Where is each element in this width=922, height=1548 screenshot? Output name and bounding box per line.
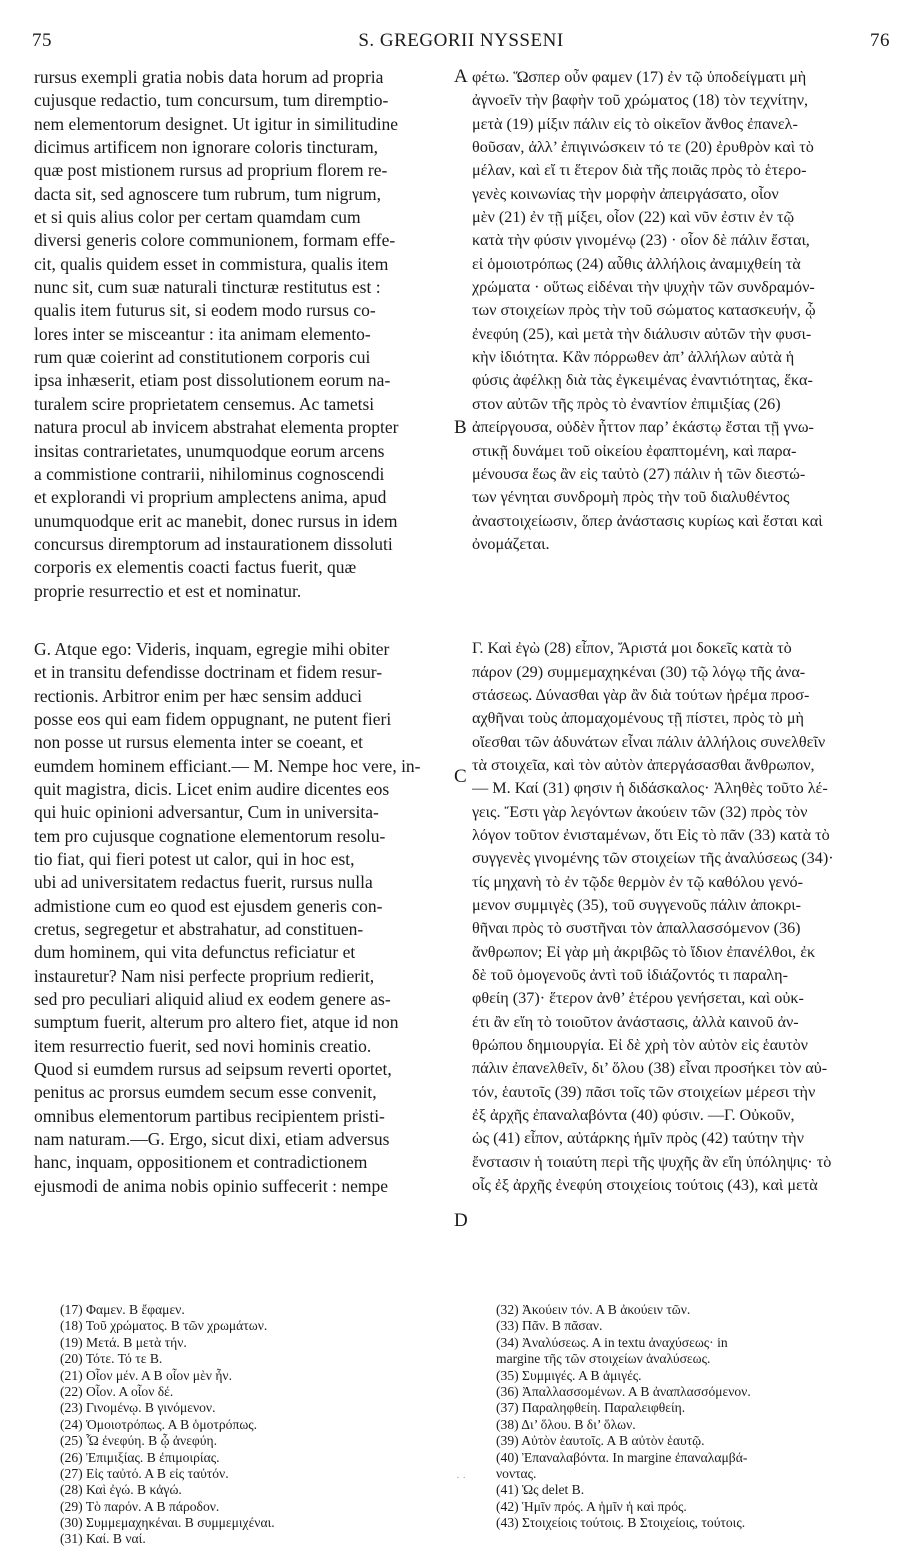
text-line: μέλαν, καὶ εἴ τι ἕτερον διὰ τῆς ποιᾶς πρὸς τὸ ἑτερο-	[472, 161, 807, 180]
text-line: rectionis. Arbitror enim per hæc sensim adduci	[34, 685, 363, 706]
text-line: corporis ex elementis coacti factus fuerit, quæ	[34, 557, 357, 578]
latin-paragraph-1	[34, 66, 454, 603]
footnote: (18) Τοῦ χρώματος. Β τῶν χρωμάτων.	[60, 1318, 268, 1334]
footnote: (21) Οἷον μέν. Α Β οἷον μὲν ἦν.	[60, 1367, 232, 1383]
text-line: qualis item futurus sit, si eodem modo rursus co-	[34, 300, 376, 321]
text-line: posse eos qui eam fidem oppugnant, ne putent fieri	[34, 708, 392, 729]
latin-column	[34, 66, 454, 1198]
text-line: turalem scire proprietatem censemus. Ac tametsi	[34, 393, 375, 414]
footnote: (32) Ἀκούειν τόν. Α Β ἀκούειν τῶν.	[496, 1302, 691, 1317]
text-line: φθείη (37)· ἕτερον ἀνθ’ ἑτέρου γενήσεται, καὶ οὐκ-	[472, 989, 804, 1008]
text-line: dicimus artificem non ignorare coloris tincturam,	[34, 137, 379, 158]
margin-marker-a: A	[454, 66, 468, 87]
text-line: sumptum fuerit, alterum pro altero fiet, atque id non	[34, 1012, 399, 1033]
text-line: rum quæ coierint ad constitutionem corporis cui	[34, 347, 371, 368]
footnote: (35) Συμμιγές. Α Β ἀμιγές.	[496, 1367, 642, 1383]
text-line: et in transitu defendisse doctrinam et fidem resur-	[34, 662, 383, 683]
page-number-left: 75	[32, 30, 52, 51]
footnote: (40) Ἐπαναλαβόντα. In margine ἐπαναλαμβά-	[496, 1449, 748, 1465]
text-line: ἄνθρωπον; Εἰ γὰρ μὴ ἀκριβῶς τὸ ἴδιον ἐπανέλθοι, ἐκ	[472, 942, 816, 961]
text-line: θῆναι πρὸς τὸ συστῆναι τὸν ἀπαλλασσόμενον (36)	[472, 919, 801, 938]
text-line: ubi ad universitatem redactus fuerit, rursus nulla	[34, 872, 373, 893]
text-line: G. Atque ego: Videris, inquam, egregie mihi obiter	[34, 638, 390, 659]
text-line: dum hominem, qui vita defunctus reficiatur et	[34, 942, 356, 963]
footnote: (22) Οἷον. Α οἷον δέ.	[60, 1383, 174, 1399]
margin-marker-d: D	[454, 1210, 468, 1231]
text-line: ἀγνοεῖν τὴν βαφὴν τοῦ χρώματος (18) τὸν τεχνίτην,	[472, 91, 809, 110]
greek-paragraph-1	[472, 66, 892, 556]
footnote: (33) Πᾶν. Β πᾶσαν.	[496, 1318, 603, 1334]
footnotes-left	[60, 1302, 450, 1548]
footnote: (25) Ὧ ἐνεφύη. Β ᾧ ἀνεφύη.	[60, 1433, 217, 1449]
text-line: insitas contrarietates, unumquodque eorum arcens	[34, 440, 385, 461]
text-line: non posse ut rursus elementa inter se coeant, et	[34, 732, 363, 753]
text-line: Γ. Καὶ ἐγὼ (28) εἶπον, Ἄριστά μοι δοκεῖς κατὰ τὸ	[472, 639, 792, 658]
text-line: item resurrectio fuerit, sed novi hominis creatio.	[34, 1035, 372, 1056]
text-line: nunc sit, cum suæ naturali tincturæ restitutus est :	[34, 277, 381, 298]
text-line: Quod si eumdem rursus ad seipsum reverti oportet,	[34, 1059, 392, 1080]
text-line: γενὲς κοινωνίας τὴν μορφὴν ἀπειργάσατο, οἷον	[472, 184, 779, 203]
text-line: natura procul ab invicem abstrahat elementa propter	[34, 417, 399, 438]
text-line: στάσεως. Δύνασθαι γὰρ ἂν διὰ τούτων ἠρέμα προσ-	[472, 685, 810, 704]
text-line: οἷς ἐξ ἀρχῆς ἐνεφύη στοιχείοις τούτοις (43), καὶ μετὰ	[472, 1176, 818, 1195]
footnote: νοντας.	[496, 1465, 537, 1481]
text-line: των γένηται συνδρομὴ πρὸς τὴν τοῦ διαλυθέντος	[472, 488, 790, 507]
text-line: ὡς (41) εἶπον, αὐτάρκης ἡμῖν πρὸς (42) ταύτην τὴν	[472, 1129, 804, 1148]
margin-marker-b: B	[454, 417, 467, 438]
text-line: hanc, inquam, oppositionem et contradictionem	[34, 1152, 368, 1173]
text-line: ἀναστοιχείωσιν, ὅπερ ἀνάστασις κυρίως καὶ ἔσται καὶ	[472, 511, 823, 530]
text-line: instauretur? Nam nisi perfecte proprium redierit,	[34, 965, 375, 986]
footnote: (38) Δι’ ὅλου. Β δι’ ὅλων.	[496, 1416, 636, 1432]
text-line: tem pro cujusque cognatione elementorum resolu-	[34, 825, 386, 846]
text-line: unumquodque erit ac manebit, donec rursus in idem	[34, 510, 398, 531]
footnote: (42) Ἡμῖν πρός. Α ἡμῖν ἡ καὶ πρός.	[496, 1498, 687, 1514]
text-line: concursus diremptorum ad instaurationem dissoluti	[34, 533, 393, 554]
page-footer-mark: · ·	[455, 1472, 467, 1484]
paragraph-gap	[34, 603, 454, 638]
text-line: στικῇ δυνάμει τοῦ οἰκείου ἐφαπτομένη, καὶ παρα-	[472, 441, 797, 460]
text-line: πάλιν ἐπανελθεῖν, δι’ ὅλου (38) εἶναι προσήκει τὸν αὐ-	[472, 1059, 828, 1078]
text-line: ἔνστασιν ἡ τοιαύτη περὶ τῆς ψυχῆς ἂν εἴη ὑπόληψις· τὸ	[472, 1152, 832, 1171]
text-line: χρώματα · οὕτως εἰδέναι τὴν ψυχὴν τῶν συνδραμόν-	[472, 278, 815, 297]
text-line: sed pro peculiari aliquid aliud ex eodem genere as-	[34, 989, 391, 1010]
footnote: (31) Καί. Β ναί.	[60, 1531, 146, 1547]
footnote: (23) Γινομένῳ. Β γινόμενον.	[60, 1400, 216, 1416]
text-line: τίς μηχανὴ τὸ ἐν τῷδε θερμὸν ἐν τῷ καθόλου γενό-	[472, 872, 804, 891]
text-line: ἐξ ἀρχῆς ἐπαναλαβόντα (40) φύσιν. —Γ. Οὐκοῦν,	[472, 1106, 795, 1125]
text-line: μένουσα ἕως ἂν εἰς ταὐτὸ (27) πάλιν ἡ τῶν διεστώ-	[472, 464, 806, 483]
text-line: ἀπείργουσα, οὐδὲν ἧττον παρ’ ἑκάστῳ ἔσται τῇ γνω-	[472, 418, 814, 437]
text-line: των στοιχείων πρὸς τὴν τοῦ σώματος κατασκευήν, ᾧ	[472, 301, 816, 320]
footnote: (20) Τότε. Τό τε Β.	[60, 1351, 163, 1367]
text-line: θοῦσαν, ἀλλ’ ἐπιγινώσκειν τό τε (20) ἐρυθρὸν καὶ τὸ	[472, 138, 814, 157]
paragraph-gap	[472, 556, 892, 637]
text-line: cujusque redactio, tum concursum, tum diremptio-	[34, 90, 389, 111]
text-line: nam naturam.—G. Ergo, sicut dixi, etiam adversus	[34, 1129, 390, 1150]
text-line: — Μ. Καί (31) φησιν ἡ διδάσκαλος· Ἀληθὲς τοῦτο λέ-	[472, 779, 828, 798]
footnote: (28) Καὶ ἐγώ. Β κἀγώ.	[60, 1482, 182, 1498]
latin-paragraph-2	[34, 638, 454, 1198]
text-line: et si quis alius color per certam quamdam cum	[34, 207, 361, 228]
text-line: ejusmodi de anima nobis opinio suffecerit : nempe	[34, 1175, 388, 1196]
text-line: penitus ac prorsus eumdem secum esse convenit,	[34, 1082, 377, 1103]
text-line: et explorandi vi proprium amplectens anima, apud	[34, 487, 387, 508]
text-line: μὲν (21) ἐν τῇ μίξει, οἷον (22) καὶ νῦν ἐστιν ἐν τῷ	[472, 208, 795, 227]
text-line: φέτω. Ὥσπερ οὖν φαμεν (17) ἐν τῷ ὑποδείγματι μὴ	[472, 68, 807, 86]
text-line: κατὰ τὴν φύσιν γινομένῳ (23) · οἷον δὲ πάλιν ἔσται,	[472, 231, 810, 250]
footnote: (27) Εἰς ταὐτό. Α Β εἰς ταὐτόν.	[60, 1465, 229, 1481]
text-line: lores inter se misceantur : ita animam elemento-	[34, 323, 371, 344]
text-line: a commistione contrarii, nihilominus cognoscendi	[34, 463, 385, 484]
text-line: δὲ τοῦ ὁμογενοῦς ἀντὶ τοῦ ἰδιάζοντός τι παραλη-	[472, 966, 788, 985]
text-line: στον αὐτῶν τῆς πρὸς τὸ ἐναντίον ἐπιμιξίας (26)	[472, 394, 781, 413]
text-line: quit magistra, dicis. Licet enim audire dicentes eos	[34, 778, 390, 799]
footnote: (37) Παραληφθείη. Παραλειφθείη.	[496, 1400, 686, 1416]
text-line: τὰ στοιχεῖα, καὶ τὸν αὐτὸν ἀπεργάσασθαι ἄνθρωπον,	[472, 755, 815, 774]
text-line: ἐνεφύη (25), καὶ μετὰ τὴν διάλυσιν αὐτῶν τὴν φυσι-	[472, 324, 812, 343]
text-line: εἰ ὁμοιοτρόπως (24) αὖθις ἀλλήλοις ἀναμιχθείη τὰ	[472, 254, 801, 273]
page-header	[32, 30, 890, 60]
text-line: θρώπου δημιουργία. Εἰ δὲ χρὴ τὸν αὐτὸν εἰς ἑαυτὸν	[472, 1036, 808, 1055]
text-line: eumdem hominem efficiant.— M. Nempe hoc vere, in-	[34, 755, 421, 776]
text-line: έτι ἂν εἴη τὸ τοιοῦτον ἀνάστασις, ἀλλὰ καινοῦ ἀν-	[472, 1012, 799, 1031]
text-line: omnibus elementorum partibus recipientem pristi-	[34, 1105, 385, 1126]
text-line: συγγενὲς γινομένης τῶν στοιχείων τῆς ἀναλύσεως (34)·	[472, 849, 834, 868]
margin-marker-c: C	[454, 766, 467, 787]
footnote: (39) Αὐτὸν ἑαυτοῖς. Α Β αὐτὸν ἑαυτῷ.	[496, 1433, 705, 1449]
footnote: (34) Ἀναλύσεως. Α in textu ἀναχύσεως· in	[496, 1334, 728, 1350]
text-line: rursus exempli gratia nobis data horum ad propria	[34, 67, 384, 87]
text-line: ipsa inhæserit, etiam post dissolutionem eorum na-	[34, 370, 391, 391]
page-number-right: 76	[870, 30, 890, 51]
footnote: (24) Ὁμοιοτρόπως. Α Β ὁμοτρόπως.	[60, 1416, 258, 1432]
text-line: nem elementorum designet. Ut igitur in similitudine	[34, 113, 399, 134]
text-line: γεις. Ἔστι γὰρ λεγόντων ἀκούειν τῶν (32) πρὸς τὸν	[472, 802, 808, 821]
text-line: cretus, segregetur et abstrahatur, ad constituen-	[34, 919, 364, 940]
text-line: cit, qualis quidem esset in commistura, qualis item	[34, 253, 389, 274]
text-line: proprie resurrectio et est et nominatur.	[34, 580, 302, 601]
text-line: μετὰ (19) μίξιν πάλιν εἰς τὸ οἰκεῖον ἄνθος ἐπανελ-	[472, 114, 798, 133]
footnote: (43) Στοιχείοις τούτοις. Β Στοιχείοις, τούτοις.	[496, 1515, 746, 1531]
text-line: admistione cum eo quod est ejusdem generis con-	[34, 895, 383, 916]
footnote: (19) Μετά. Β μετὰ τήν.	[60, 1334, 187, 1350]
text-line: τόν, ἑαυτοῖς (39) πᾶσι τοῖς τῶν στοιχείων μέρεσι τὴν	[472, 1082, 816, 1101]
footnote: (41) Ὡς delet Β.	[496, 1482, 585, 1498]
text-line: μενον συμμιγὲς (35), τοῦ συγγενοῦς πάλιν ἀποκρι-	[472, 896, 802, 914]
text-line: λόγον τοῦτον ἐνισταμένων, ὅτι Εἰς τὸ πᾶν (33) κατὰ τὸ	[472, 825, 830, 844]
footnote: (29) Τὸ παρόν. Α Β πάροδον.	[60, 1498, 220, 1514]
text-line: quæ post mistionem rursus ad proprium florem re-	[34, 160, 388, 181]
text-line: αχθῆναι τοὺς ἀπομαχομένους τῇ πίστει, πρὸς τὸ μὴ	[472, 709, 804, 728]
footnotes-right	[496, 1302, 892, 1531]
text-line: οἴεσθαι τῶν ἀδυνάτων εἶναι πάλιν ἀλλήλοις συνελθεῖν	[472, 732, 826, 751]
text-line: πάρον (29) συμμεμαχηκέναι (30) τῷ λόγῳ τῆς ἀνα-	[472, 662, 806, 681]
text-line: φύσις ἀφέλκῃ διὰ τὰς ἐγκειμένας ἐναντιότητας, ἕκα-	[472, 371, 813, 390]
footnote: (30) Συμμεμαχηκέναι. Β συμμεμιχέναι.	[60, 1515, 275, 1531]
text-line: κὴν ἰδιότητα. Κἂν πόρρωθεν ἀπ’ ἀλλήλων αὐτὰ ἡ	[472, 348, 795, 367]
footnote: (36) Ἀπαλλασσομένων. Α Β ἀναπλασσόμενον.	[496, 1383, 751, 1399]
greek-paragraph-2	[472, 637, 892, 1197]
running-title: S. GREGORII NYSSENI	[358, 30, 564, 51]
footnote: margine τῆς τῶν στοιχείων ἀναλύσεως.	[496, 1351, 711, 1367]
greek-column	[472, 66, 892, 1197]
text-line: tio fiat, qui fieri potest ut calor, qui in hoc est,	[34, 849, 355, 869]
footnote: (17) Φαμεν. Β ἔφαμεν.	[60, 1302, 185, 1317]
text-line: ὀνομάζεται.	[472, 534, 550, 553]
text-line: qui huic opinioni adversantur, Cum in universita-	[34, 802, 379, 823]
footnote: (26) Ἐπιμιξίας. Β ἐπιμοιρίας.	[60, 1449, 220, 1465]
text-line: dacta sit, sed agnoscere tum rubrum, tum nigrum,	[34, 183, 382, 204]
text-line: diversi generis colore communionem, formam effe-	[34, 230, 396, 251]
